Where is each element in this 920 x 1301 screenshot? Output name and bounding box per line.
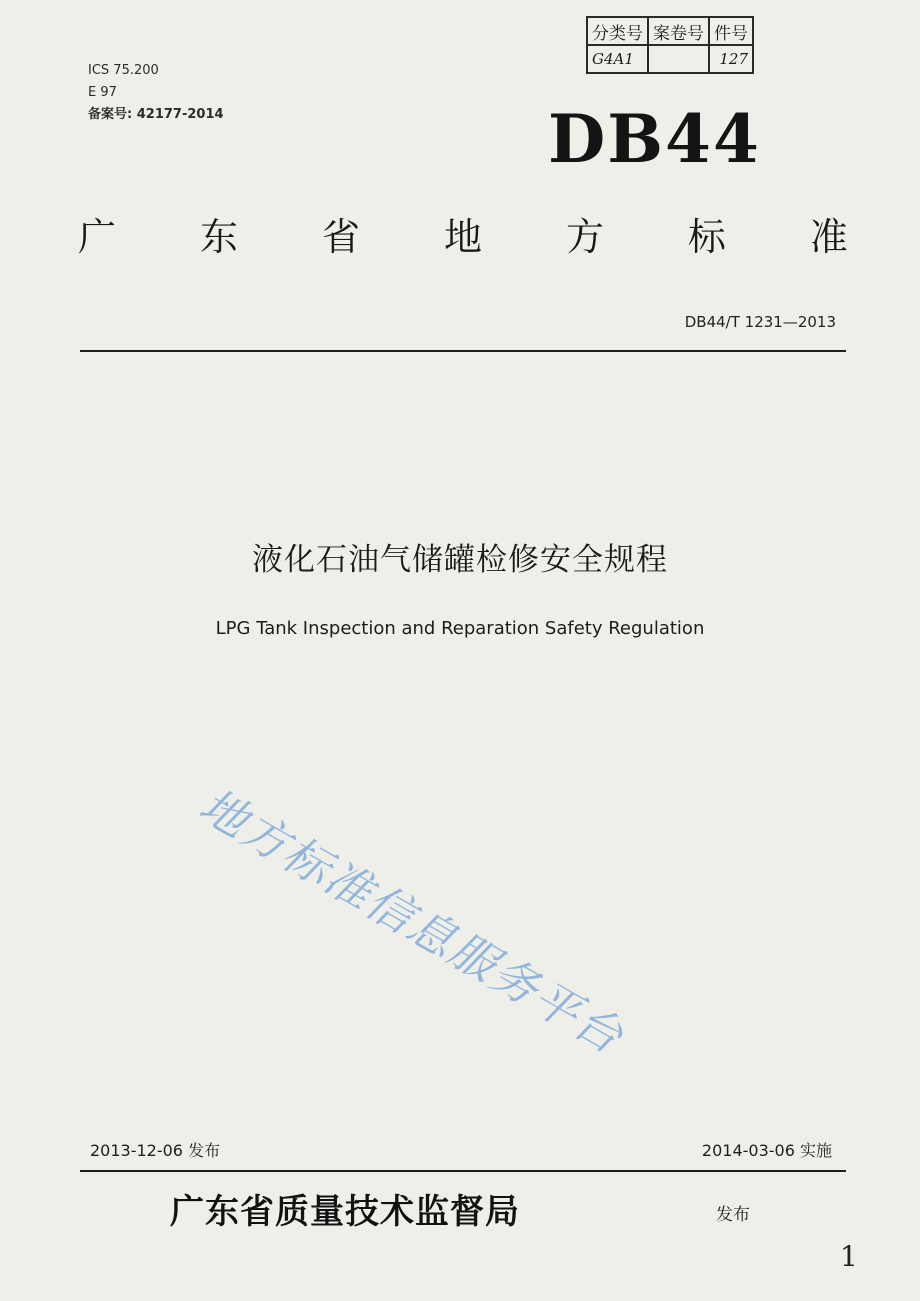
stamp-header-file-volume: 案卷号 — [648, 17, 709, 45]
standard-type-title — [78, 206, 848, 261]
implementation-date: 2014-03-06 实施 — [701, 1141, 832, 1160]
issuing-authority: 广东省质量技术监督局 — [170, 1192, 520, 1232]
standard-title-char: 标 — [687, 215, 726, 259]
issuer-suffix: 发布 — [716, 1205, 750, 1225]
watermark-text: 地方标准信息服务平台 — [190, 777, 634, 1065]
stamp-header-classification: 分类号 — [587, 17, 648, 45]
standard-title-char: 地 — [443, 215, 482, 259]
top-divider — [80, 350, 846, 352]
stamp-header-row — [587, 17, 753, 45]
standard-title-char: 省 — [321, 215, 360, 259]
page-number: 1 — [840, 1240, 858, 1273]
stamp-value-item-no: 127 — [709, 45, 753, 73]
standard-title-char: 东 — [199, 215, 238, 259]
db44-logo: DB44 — [548, 100, 761, 178]
bottom-divider — [80, 1170, 846, 1172]
document-title-english: LPG Tank Inspection and Reparation Safety Regulation — [215, 618, 705, 639]
metadata-block — [88, 60, 224, 126]
standard-title-char: 广 — [78, 215, 117, 259]
stamp-value-file-volume — [648, 45, 709, 73]
standard-title-char: 准 — [809, 215, 848, 259]
stamp-value-classification: G4A1 — [587, 45, 648, 73]
issue-date: 2013-12-06 发布 — [90, 1141, 221, 1160]
standard-number: DB44/T 1231—2013 — [684, 313, 836, 331]
archive-stamp-table — [586, 16, 754, 74]
stamp-header-item-no: 件号 — [709, 17, 753, 45]
document-title-chinese: 液化石油气储罐检修安全规程 — [252, 542, 668, 578]
classification-code: E 97 — [88, 85, 117, 100]
standard-title-char: 方 — [565, 215, 604, 259]
ics-code: ICS 75.200 — [88, 63, 159, 78]
record-number: 备案号: 42177-2014 — [88, 107, 224, 122]
stamp-value-row — [587, 45, 753, 73]
